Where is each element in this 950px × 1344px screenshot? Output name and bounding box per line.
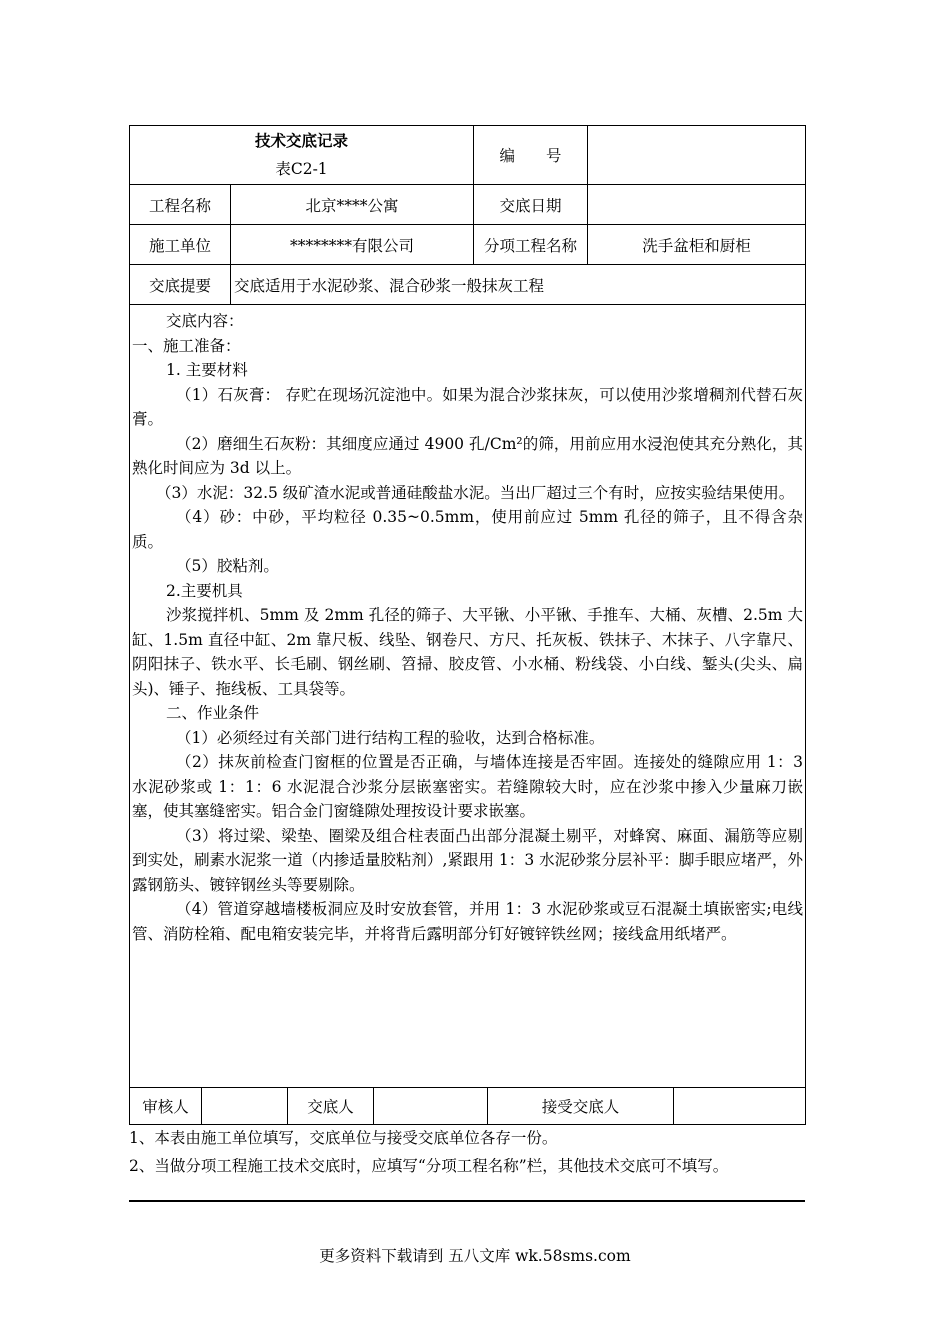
unit-value[interactable]: ********有限公司: [231, 225, 474, 265]
discloser-value[interactable]: [374, 1088, 488, 1125]
content-cell: [130, 305, 806, 1088]
project-name-value[interactable]: 北京****公寓: [231, 185, 474, 225]
note-item: 2、当做分项工程施工技术交底时，应填写“分项工程名称”栏，其他技术交底可不填写。: [129, 1157, 729, 1175]
footer-text: 更多资料下载请到 五八文库 wk.58sms.com: [319, 1247, 631, 1265]
note-item: 1、本表由施工单位填写，交底单位与接受交底单位各存一份。: [129, 1129, 558, 1147]
date-value[interactable]: [588, 185, 806, 225]
subproject-value[interactable]: 洗手盆柜和厨柜: [588, 225, 806, 265]
content-paragraph: （3）水泥：32.5 级矿渣水泥或普通硅酸盐水泥。当出厂超过三个有时，应按实验结果使用。: [156, 483, 795, 502]
date-label: 交底日期: [474, 185, 588, 225]
content-paragraph: 一、施工准备：: [132, 336, 241, 355]
disclosure-content: [130, 305, 805, 946]
content-paragraph: （4）管道穿越墙楼板洞应及时安放套管，并用 1：3 水泥砂浆或豆石混凝土填嵌密实;电线管、消防栓箱、配电箱安装完毕，并将背后露明部分钉好镀锌铁丝网；接线盒用纸堵严。: [132, 900, 804, 943]
receiver-label: 接受交底人: [488, 1088, 674, 1125]
reviewer-label: 审核人: [130, 1088, 202, 1125]
number-label: 编 号: [474, 126, 588, 185]
content-paragraph: 交底内容：: [166, 312, 244, 330]
content-paragraph: （5）胶粘剂。: [176, 557, 279, 575]
content-paragraph: （3）将过梁、梁垫、圈梁及组合柱表面凸出部分混凝土剔平，对蜂窝、麻面、漏筋等应剔到实处，刷素水泥浆一道（内掺适量胶粘剂）,紧跟用 1：3 水泥砂浆分层补平：脚手眼应堵严，外露钢筋头、镀锌钢丝头等要剔除。: [132, 826, 804, 894]
footer-divider: [129, 1200, 805, 1202]
content-paragraph: （1）石灰膏： 存贮在现场沉淀池中。如果为混合沙浆抹灰，可以使用沙浆增稠剂代替石灰膏。: [132, 385, 804, 428]
content-paragraph: （2）磨细生石灰粉：其细度应通过 4900 孔/Cm²的筛，用前应用水浸泡使其充分熟化，其熟化时间应为 3d 以上。: [132, 434, 804, 477]
receiver-value[interactable]: [674, 1088, 806, 1125]
content-paragraph: 2.主要机具: [166, 581, 243, 600]
number-value[interactable]: [588, 126, 806, 185]
project-name-label: 工程名称: [130, 185, 231, 225]
reviewer-value[interactable]: [202, 1088, 288, 1125]
content-paragraph: （4）砂：中砂，平均粒径 0.35~0.5mm，使用前应过 5mm 孔径的筛子，且不得含杂质。: [132, 508, 804, 551]
unit-label: 施工单位: [130, 225, 231, 265]
form-header: [130, 126, 474, 185]
content-paragraph: （1）必须经过有关部门进行结构工程的验收，达到合格标准。: [176, 728, 605, 747]
content-paragraph: 1. 主要材料: [166, 361, 248, 379]
technical-disclosure-form: [129, 125, 805, 1125]
content-paragraph: （2）抹灰前检查门窗框的位置是否正确，与墙体连接是否牢固。连接处的缝隙应用 1：3 水泥砂浆或 1：1：6 水泥混合沙浆分层嵌塞密实。若缝隙较大时，应在沙浆中掺入少量麻刀嵌塞，使其塞缝密实。铝合金门窗缝隙处理按设计要求嵌塞。: [132, 753, 804, 820]
form-notes: [129, 1124, 819, 1180]
summary-value[interactable]: 交底适用于水泥砂浆、混合砂浆一般抹灰工程: [231, 265, 806, 305]
signature-table: [129, 1087, 806, 1125]
form-title: 技术交底记录: [255, 131, 349, 150]
form-number: 表C2-1: [275, 160, 328, 178]
form-table: [129, 125, 806, 1088]
discloser-label: 交底人: [288, 1088, 374, 1125]
subproject-label: 分项工程名称: [474, 225, 588, 265]
content-paragraph: 沙浆搅拌机、5mm 及 2mm 孔径的筛子、大平锹、小平锹、手推车、大桶、灰槽、2.5m 大缸、1.5m 直径中缸、2m 靠尺板、线坠、钢卷尺、方尺、托灰板、铁抹子、木抹子、八字靠尺、阴阳抹子、铁水平、长毛刷、钢丝刷、笤掃、胶皮管、小水桶、粉线袋、小白线、錾头(尖头、扁头)、锤子、拖线板、工具袋等。: [132, 606, 804, 698]
summary-label: 交底提要: [130, 265, 231, 305]
content-paragraph: 二、作业条件: [166, 704, 260, 722]
